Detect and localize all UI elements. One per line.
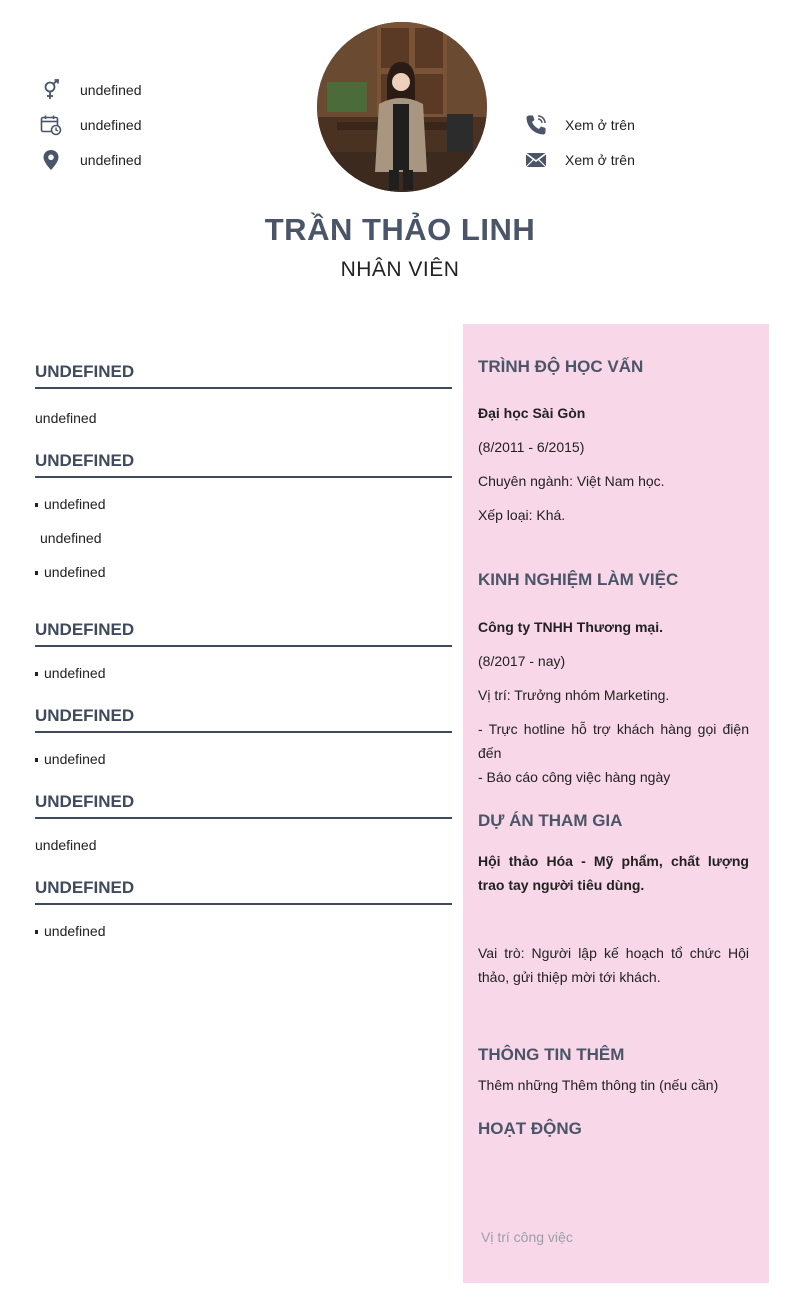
phone-value: Xem ở trên [565,117,635,133]
list-item: undefined [35,665,106,681]
left-section-5-text: undefined [35,837,97,853]
gender-icon [40,79,62,101]
project-role: Vai trò: Người lập kế hoạch tổ chức Hội thảo, gửi thiệp mời tới khách. [478,945,749,985]
list-item: undefined [40,530,102,546]
projects-title: DỰ ÁN THAM GIA [478,811,623,830]
phone-icon [525,114,547,136]
email-row [525,149,635,171]
location-pin-icon [40,149,62,171]
list-item: undefined [35,751,106,767]
list-item: undefined [35,923,106,939]
list-item: undefined [35,496,106,512]
section-title: UNDEFINED [35,792,452,819]
experience-duty: - Báo cáo công việc hàng ngày [478,769,671,785]
experience-duty: - Trực hotline hỗ trợ khách hàng gọi điện đến [478,721,749,761]
experience-period: (8/2017 - nay) [478,653,566,669]
section-title: UNDEFINED [35,706,452,733]
experience-title: KINH NGHIỆM LÀM VIỆC [478,570,679,589]
extra-title: THÔNG TIN THÊM [478,1045,625,1064]
education-title: TRÌNH ĐỘ HỌC VẤN [478,357,644,376]
avatar [317,22,487,192]
left-section-3 [35,620,452,647]
address-row [40,149,142,171]
left-section-2 [35,451,452,478]
candidate-role: NHÂN VIÊN [340,258,460,281]
gender-row [40,79,142,101]
activities-placeholder[interactable]: Vị trí công việc [481,1229,573,1245]
left-section-4 [35,706,452,733]
education-major: Chuyên ngành: Việt Nam học. [478,473,665,489]
list-item: undefined [35,564,106,580]
left-section-6 [35,878,452,905]
experience-company: Công ty TNHH Thương mại. [478,619,663,635]
calendar-icon [40,114,62,136]
activities-title: HOẠT ĐỘNG [478,1119,582,1138]
section-title: UNDEFINED [35,620,452,647]
section-title: UNDEFINED [35,878,452,905]
experience-position: Vị trí: Trưởng nhóm Marketing. [478,687,670,703]
project-name: Hội thảo Hóa - Mỹ phẩm, chất lượng trao tay người tiêu dùng. [478,853,749,893]
section-title: UNDEFINED [35,451,452,478]
right-column [463,324,769,1283]
education-school: Đại học Sài Gòn [478,405,586,421]
phone-row [525,114,635,136]
section-title: UNDEFINED [35,362,452,389]
extra-text: Thêm những Thêm thông tin (nếu cần) [478,1077,719,1093]
mail-icon [525,149,547,171]
gender-value: undefined [80,82,142,98]
address-value: undefined [80,152,142,168]
left-section-5 [35,792,452,819]
birthday-value: undefined [80,117,142,133]
email-value: Xem ở trên [565,152,635,168]
education-rank: Xếp loại: Khá. [478,507,566,523]
left-section-1 [35,362,452,389]
left-section-1-text: undefined [35,410,97,426]
candidate-name: TRẦN THẢO LINH [264,212,536,247]
education-period: (8/2011 - 6/2015) [478,439,585,455]
birthday-row [40,114,142,136]
